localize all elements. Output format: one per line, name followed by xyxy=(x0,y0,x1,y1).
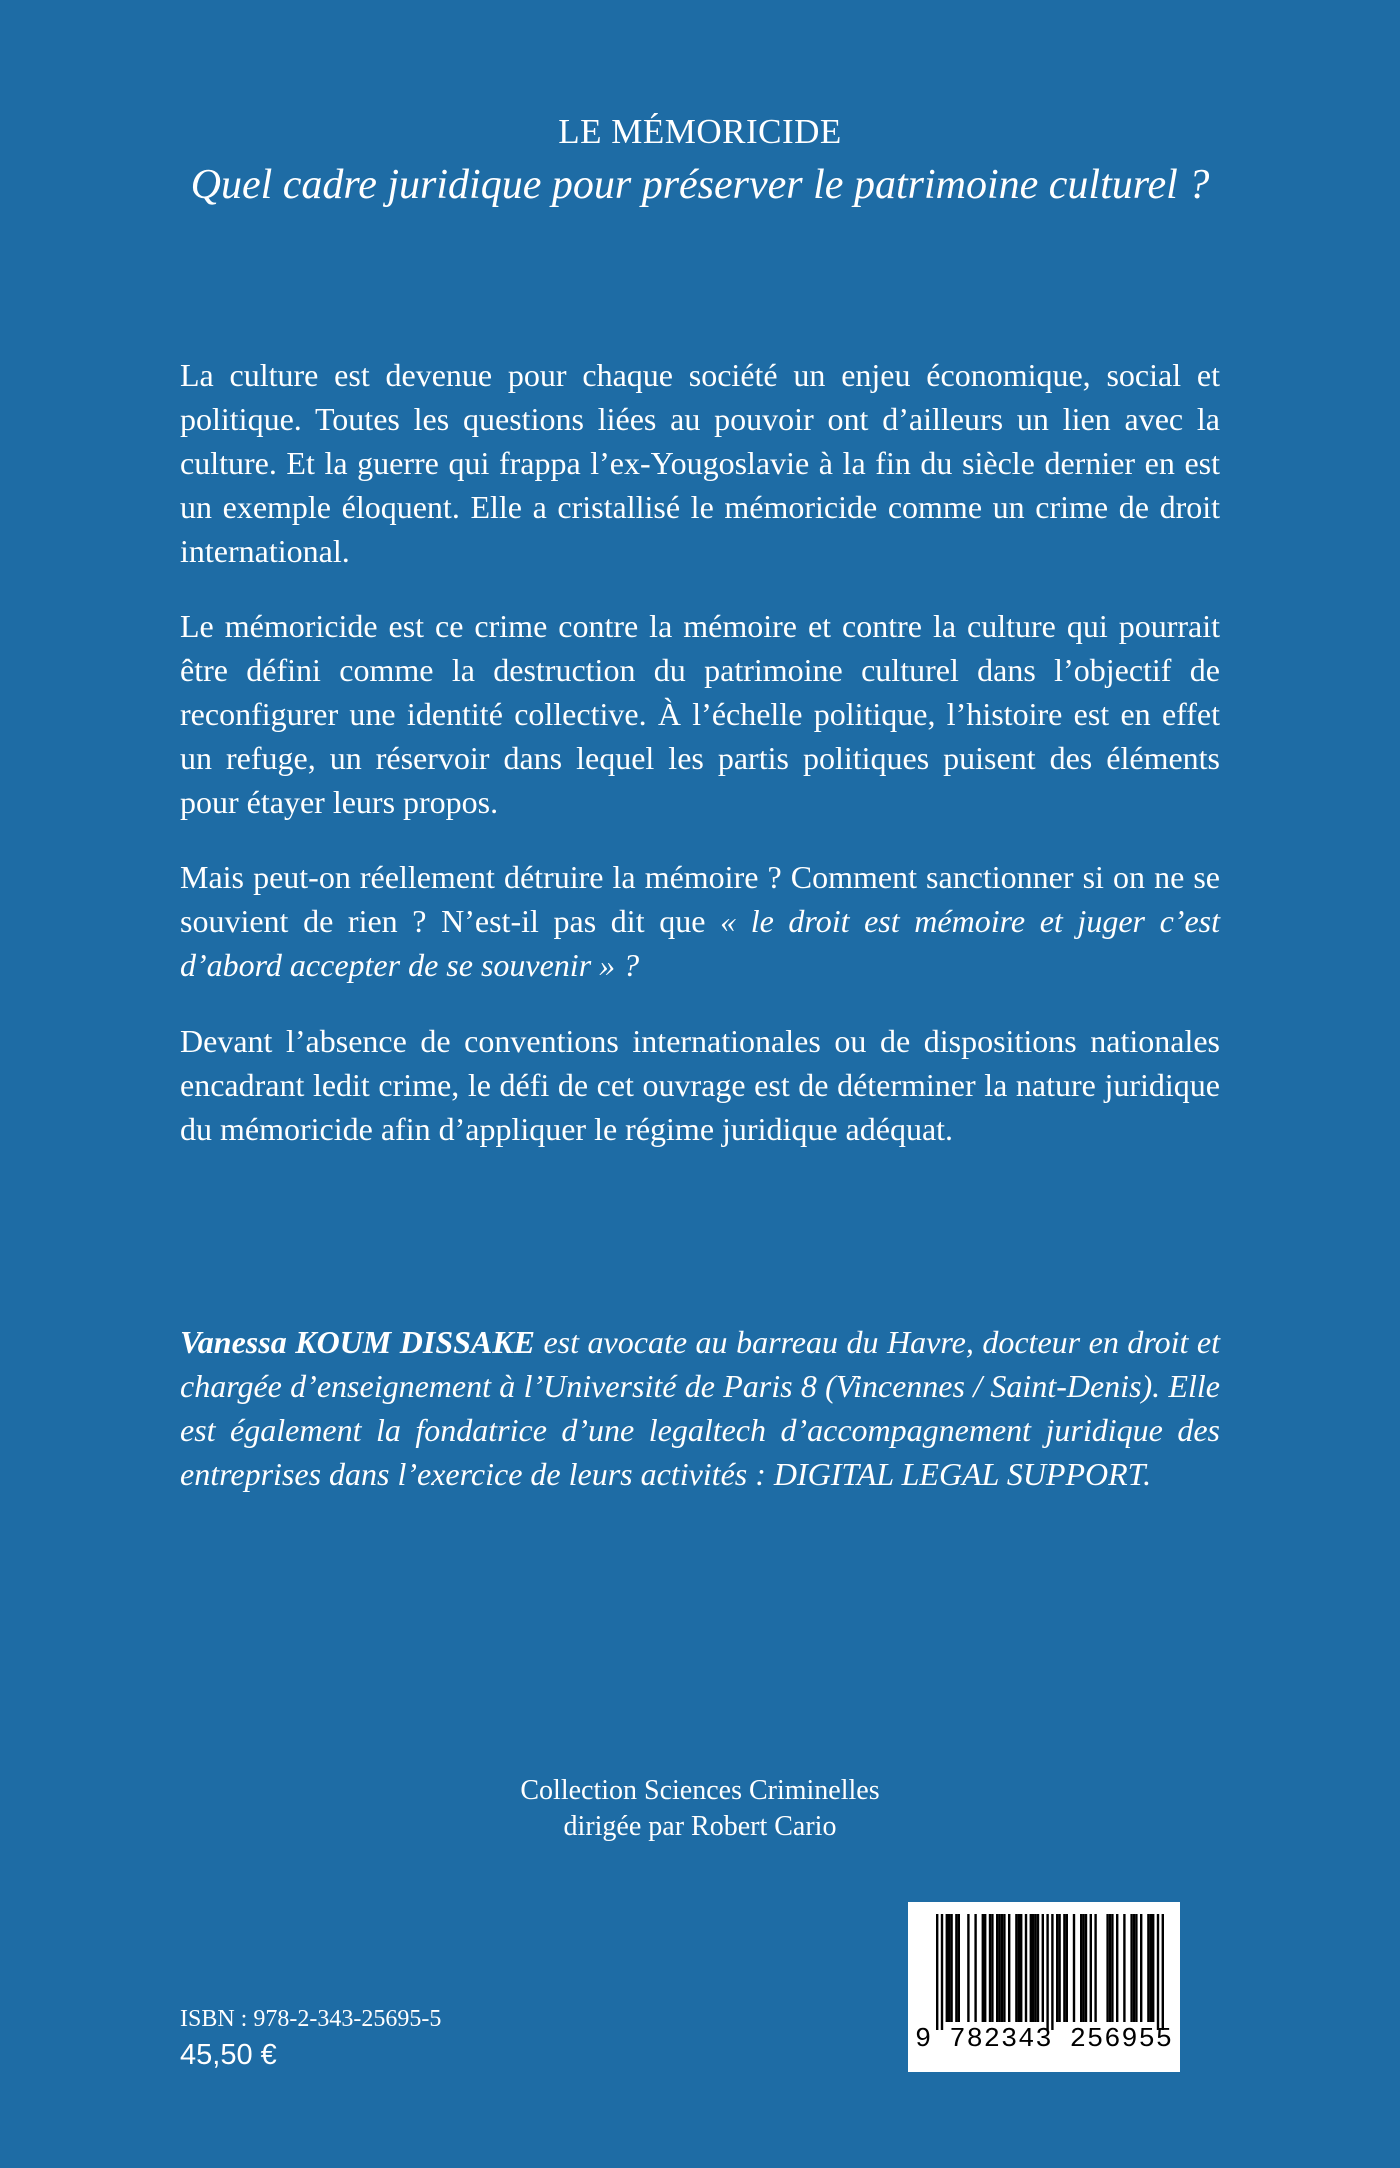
barcode-bar xyxy=(1133,1914,1135,2022)
summary-paragraph-4: Devant l’absence de conventions internationales ou de dispositions nationales encadrant ledit crime, le défi de cet ouvrage est de déterminer la nature juridique du mémoricide afin d’appliquer le régime juridique adéquat. xyxy=(180,1023,1220,1147)
barcode-bar xyxy=(1162,1914,1164,2030)
barcode-bar xyxy=(941,1914,943,2030)
barcode-bar xyxy=(967,1914,969,2022)
barcode-bar xyxy=(955,1914,957,2022)
barcode-bar xyxy=(1063,1914,1065,2022)
barcode-bar xyxy=(1046,1914,1048,2030)
collection-director: dirigée par Robert Cario xyxy=(563,1811,837,1842)
barcode-bar xyxy=(948,1914,950,2022)
barcode-bar xyxy=(1116,1914,1118,2022)
barcode xyxy=(908,1902,1180,2072)
collection-info xyxy=(0,1773,1400,1845)
barcode-bar xyxy=(1001,1914,1003,2022)
barcode-bar xyxy=(1020,1914,1022,2022)
barcode-bar xyxy=(958,1914,960,2022)
barcode-bar xyxy=(1123,1914,1125,2022)
summary-paragraph-3-quote: « le droit est mémoire et juger c’est d’abord accepter de se souvenir » ? xyxy=(180,903,1221,983)
barcode-bar xyxy=(974,1914,976,2022)
isbn: ISBN : 978-2-343-25695-5 xyxy=(180,2006,442,2032)
barcode-bar xyxy=(984,1914,986,2022)
barcode-bar xyxy=(1058,1914,1060,2022)
barcode-bar xyxy=(1073,1914,1075,2022)
barcode-bar xyxy=(1042,1914,1044,2022)
barcode-bar xyxy=(1056,1914,1058,2022)
author-name: Vanessa KOUM DISSAKE xyxy=(180,1324,535,1360)
barcode-bar xyxy=(1037,1914,1039,2022)
barcode-bar xyxy=(1085,1914,1087,2022)
barcode-bar xyxy=(1106,1914,1108,2022)
summary-paragraph-3-text: Mais peut-on réellement détruire la mémoire ? Comment sanctionner si on ne se souvient de rien ? N’est-il pas dit que xyxy=(180,859,1220,939)
barcode-bar xyxy=(982,1914,984,2022)
author-bio-text: est avocate au barreau du Havre, docteur en droit et chargée d’enseignement à l’Université de Paris 8 (Vincennes / Saint-Denis). Elle est également la fondatrice d’une legaltech d’accompagnement juridique des entreprises dans l’exercice de leurs activités : DIGITAL LEGAL SUPPORT. xyxy=(180,1324,1221,1492)
barcode-bar xyxy=(1008,1914,1010,2022)
barcode-bar xyxy=(1109,1914,1111,2022)
barcode-bar xyxy=(989,1914,991,2022)
barcode-bar xyxy=(946,1914,948,2022)
barcode-bar xyxy=(1135,1914,1137,2022)
barcode-bar xyxy=(998,1914,1000,2022)
barcode-bar xyxy=(1066,1914,1068,2022)
barcode-bar xyxy=(1090,1914,1092,2022)
barcode-bar xyxy=(1094,1914,1096,2022)
author-bio xyxy=(180,1320,1220,1496)
price: 45,50 € xyxy=(180,2039,277,2071)
summary-paragraph-2: Le mémoricide est ce crime contre la mémoire et contre la culture qui pourrait être défini comme la destruction du patrimoine culturel dans l’objectif de reconfigurer une identité collective. À l’échelle politique, l’histoire est en effet un refuge, un réservoir dans lequel les partis politiques puisent des éléments pour étayer leurs propos. xyxy=(180,608,1220,820)
barcode-bar xyxy=(991,1914,993,2022)
barcode-bar xyxy=(1034,1914,1036,2022)
barcode-bar xyxy=(1051,1914,1053,2030)
barcode-bar xyxy=(1150,1914,1152,2022)
barcode-bar xyxy=(1080,1914,1082,2022)
barcode-bar xyxy=(1111,1914,1113,2022)
barcode-bar xyxy=(1030,1914,1032,2022)
barcode-bar xyxy=(1152,1914,1154,2022)
title-block xyxy=(0,108,1400,214)
barcode-bar xyxy=(1032,1914,1034,2022)
barcode-bar xyxy=(1018,1914,1020,2022)
book-subtitle: Quel cadre juridique pour préserver le patrimoine culturel ? xyxy=(190,162,1210,208)
barcode-bar xyxy=(1003,1914,1005,2022)
barcode-bar xyxy=(1130,1914,1132,2022)
collection-name: Collection Sciences Criminelles xyxy=(520,1775,880,1806)
barcode-bar xyxy=(996,1914,998,2022)
summary-paragraph-3 xyxy=(180,855,1220,987)
barcode-bar xyxy=(936,1914,938,2030)
barcode-bar xyxy=(1025,1914,1027,2022)
summary-paragraph-1: La culture est devenue pour chaque société un enjeu économique, social et politique. Toutes les questions liées au pouvoir ont d’ailleurs un lien avec la culture. Et la guerre qui frappa l’ex-Yougoslavie à la fin du siècle dernier en est un exemple éloquent. Elle a cristallisé le mémoricide comme un crime de droit international. xyxy=(180,357,1220,569)
barcode-bar xyxy=(1140,1914,1142,2022)
barcode-bar xyxy=(1147,1914,1149,2022)
barcode-bar xyxy=(1157,1914,1159,2030)
book-title: LE MÉMORICIDE xyxy=(558,112,842,151)
barcode-bar xyxy=(1015,1914,1017,2022)
barcode-digits: 9 782343 256955 xyxy=(914,2025,1174,2055)
barcode-bar xyxy=(1082,1914,1084,2022)
barcode-bar xyxy=(950,1914,952,2022)
